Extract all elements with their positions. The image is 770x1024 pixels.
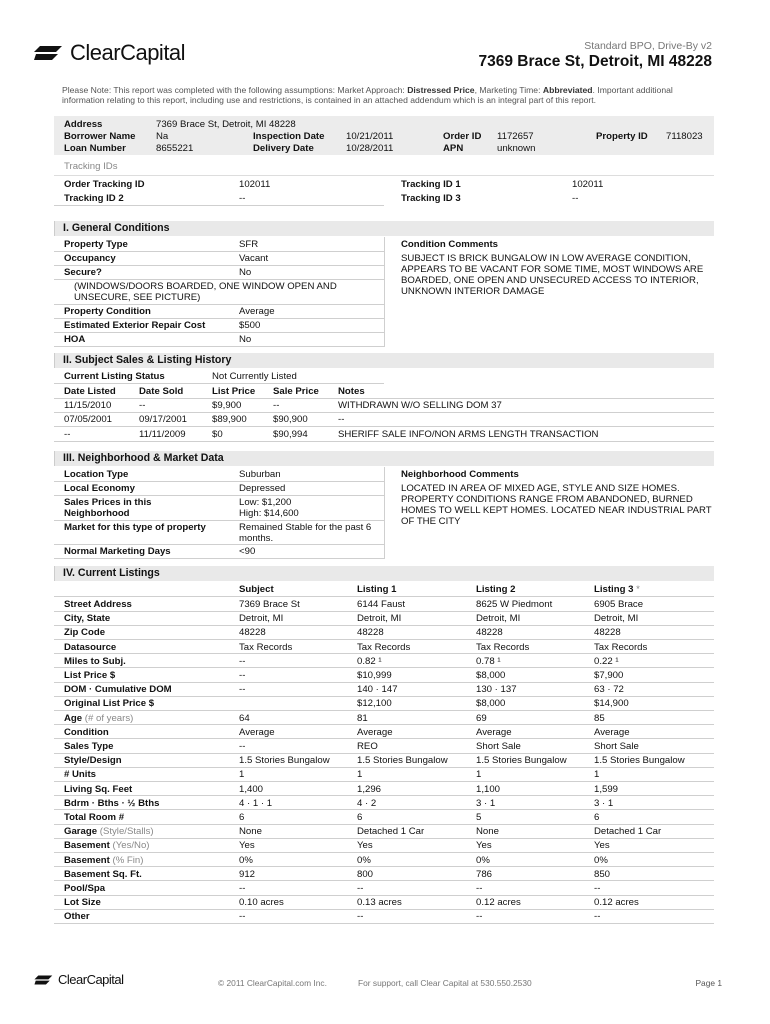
cell: 0.12 acres xyxy=(476,897,521,909)
cell: 1.5 Stories Bungalow xyxy=(594,755,685,767)
col-subject: Subject xyxy=(239,584,274,595)
tracking-1-value: 102011 xyxy=(572,179,604,190)
col-listing-2: Listing 2 xyxy=(476,584,516,595)
cell: Tax Records xyxy=(476,641,530,653)
row-label: # Units xyxy=(64,769,96,781)
row-label: Total Room # xyxy=(64,812,125,823)
cell: 1,100 xyxy=(476,783,501,795)
page-number: Page 1 xyxy=(695,978,722,988)
sales-prices-label: Sales Prices in this xyxy=(64,497,152,508)
delivery-label: Delivery Date xyxy=(253,143,314,154)
divider xyxy=(54,682,714,683)
property-type-label: Property Type xyxy=(64,239,128,250)
cell: 48228 xyxy=(357,627,384,639)
divider xyxy=(54,753,714,754)
divider xyxy=(54,866,714,867)
location-type-value: Suburban xyxy=(239,469,281,480)
row-label: Pool/Spa xyxy=(64,883,106,894)
divider xyxy=(54,544,384,545)
cell: Yes xyxy=(357,840,373,852)
cell: Average xyxy=(594,726,630,738)
market-value: Remained Stable for the past 6 months. xyxy=(239,522,372,544)
cell: Detroit, MI xyxy=(357,613,402,625)
marketing-days-value: <90 xyxy=(239,546,256,557)
row-label: Miles to Subj. xyxy=(64,655,126,667)
divider xyxy=(384,237,385,347)
row-label: Bdrm · Bths · ½ Bths xyxy=(64,797,160,809)
row-label: Basement (Yes/No) xyxy=(64,840,150,852)
divider xyxy=(54,738,714,739)
cell: 69 xyxy=(476,712,487,724)
row-label: List Price $ xyxy=(64,670,116,681)
cell: -- xyxy=(357,911,364,923)
divider xyxy=(54,346,384,347)
cell: 800 xyxy=(357,868,374,880)
cell: 0% xyxy=(239,854,253,866)
row-label: Original List Price $ xyxy=(64,698,155,710)
divider xyxy=(54,318,384,319)
listing-status-value: Not Currently Listed xyxy=(212,371,297,382)
section-general-conditions: I. General Conditions xyxy=(54,221,714,236)
cell: 1,296 xyxy=(357,783,382,795)
occupancy-label: Occupancy xyxy=(64,253,116,264)
divider xyxy=(54,696,714,697)
cell: 0% xyxy=(357,854,371,866)
cell: 64 xyxy=(239,712,250,724)
divider xyxy=(54,923,714,924)
tracking-title: Tracking IDs xyxy=(64,161,118,172)
row-label: Street Address xyxy=(64,599,132,610)
footer-logo xyxy=(34,972,124,987)
divider xyxy=(54,495,384,496)
section-current-listings: IV. Current Listings xyxy=(54,566,714,581)
cell: 6 xyxy=(357,812,363,823)
cell: 0.13 acres xyxy=(357,897,402,909)
divider xyxy=(54,398,714,399)
tracking-3-value: -- xyxy=(572,193,579,204)
cell: -- xyxy=(239,670,246,681)
hoa-value: No xyxy=(239,334,252,345)
divider xyxy=(384,467,385,559)
local-economy-value: Depressed xyxy=(239,483,286,494)
cell: 786 xyxy=(476,868,493,880)
divider xyxy=(54,809,714,810)
cell: None xyxy=(239,826,262,838)
divider xyxy=(54,426,714,427)
divider xyxy=(54,795,714,796)
cell: Yes xyxy=(476,840,492,852)
cell: REO xyxy=(357,741,378,752)
divider xyxy=(54,441,714,442)
cell: 48228 xyxy=(476,627,503,639)
divider xyxy=(54,667,714,668)
cell: Detached 1 Car xyxy=(357,826,425,838)
cell: 1 xyxy=(239,769,245,781)
neighborhood-comments-label: Neighborhood Comments xyxy=(401,469,519,480)
divider xyxy=(54,611,714,612)
tracking-2-value: -- xyxy=(239,193,246,204)
divider xyxy=(54,895,714,896)
market-label: Market for this type of property xyxy=(64,522,206,533)
row-label: Living Sq. Feet xyxy=(64,783,133,795)
delivery-value: 10/28/2011 xyxy=(346,143,394,154)
cell: 0% xyxy=(476,854,490,866)
divider xyxy=(54,781,714,782)
cell: -- xyxy=(357,883,364,894)
row-label: Garage (Style/Stalls) xyxy=(64,826,154,838)
cell: Detroit, MI xyxy=(476,613,521,625)
col-sale-price: Sale Price xyxy=(273,386,319,397)
cell: 1 xyxy=(357,769,363,781)
cell: Yes xyxy=(239,840,255,852)
divider xyxy=(54,625,714,626)
divider xyxy=(54,332,384,333)
listing-status-label: Current Listing Status xyxy=(64,371,165,382)
hoa-label: HOA xyxy=(64,334,86,345)
tracking-3-label: Tracking ID 3 xyxy=(401,193,461,204)
cell: $14,900 xyxy=(594,698,629,710)
borrower-value: Na xyxy=(156,131,169,142)
page-title: 7369 Brace St, Detroit, MI 48228 xyxy=(478,53,712,70)
property-condition-label: Property Condition xyxy=(64,306,151,317)
cell: 4 · 1 · 1 xyxy=(239,797,273,809)
divider xyxy=(54,653,714,654)
secure-label: Secure? xyxy=(64,267,102,278)
row-label: Zip Code xyxy=(64,627,106,639)
assumptions-note: Please Note: This report was completed with the following assumptions: Market Approach: Distressed Price, Marketing Time: Abbreviated. Important additional information relating to this report, including use and restrictions, is contained in an attached addendum which is an integral part of this report. xyxy=(62,85,673,106)
col-listing-1: Listing 1 xyxy=(357,584,397,595)
footer-brand: ClearCapital xyxy=(58,972,124,987)
section-neighborhood: III. Neighborhood & Market Data xyxy=(54,451,714,466)
order-tracking-value: 102011 xyxy=(239,179,271,190)
divider xyxy=(54,304,384,305)
cell: -- xyxy=(239,684,246,696)
cell: 130 · 137 xyxy=(476,684,517,696)
cell: 6144 Faust xyxy=(357,599,406,610)
order-id-value: 1172657 xyxy=(497,131,534,142)
cell: -- xyxy=(239,911,246,923)
row-label: Basement Sq. Ft. xyxy=(64,868,142,880)
divider xyxy=(54,279,384,280)
repair-cost-value: $500 xyxy=(239,320,261,331)
divider xyxy=(54,767,714,768)
sales-prices-label-2: Neighborhood xyxy=(64,508,130,519)
condition-comments: SUBJECT IS BRICK BUNGALOW IN LOW AVERAGE CONDITION, APPEARS TO BE VACANT FOR SOME TIME, MOST WINDOWS ARE BOARDED, ONE OPEN AND UNSECURED ACCESS TO INTERIOR, UNKNOWN INTERIOR DAMAGE xyxy=(401,253,704,297)
cell: Short Sale xyxy=(594,741,639,752)
row-label: DOM · Cumulative DOM xyxy=(64,684,172,696)
col-listing-3: Listing 3 * xyxy=(594,584,640,595)
cell: 1,400 xyxy=(239,783,264,795)
divider xyxy=(54,824,714,825)
address-value: 7369 Brace St, Detroit, MI 48228 xyxy=(156,119,296,130)
cell: 81 xyxy=(357,712,368,724)
inspection-value: 10/21/2011 xyxy=(346,131,394,142)
tracking-1-label: Tracking ID 1 xyxy=(401,179,461,190)
footer-copyright: © 2011 ClearCapital.com Inc. xyxy=(218,978,327,988)
cell: 4 · 2 xyxy=(357,797,377,809)
cell: 63 · 72 xyxy=(594,684,624,696)
row-label: Datasource xyxy=(64,641,117,653)
cell: Short Sale xyxy=(476,741,521,752)
cell: 0% xyxy=(594,854,608,866)
cell: 1,599 xyxy=(594,783,619,795)
row-label: Sales Type xyxy=(64,741,114,752)
sales-prices-low: Low: $1,200 xyxy=(239,497,292,508)
cell: Tax Records xyxy=(357,641,411,653)
cell: 140 · 147 xyxy=(357,684,398,696)
cell: Detroit, MI xyxy=(594,613,639,625)
cell: 1 xyxy=(476,769,482,781)
cell: Tax Records xyxy=(594,641,648,653)
cell: 3 · 1 xyxy=(476,797,496,809)
cell: 1.5 Stories Bungalow xyxy=(239,755,330,767)
clearcapital-logo xyxy=(34,40,185,66)
condition-comments-label: Condition Comments xyxy=(401,239,498,250)
col-date-listed: Date Listed xyxy=(64,386,116,397)
clearcapital-logo-icon xyxy=(34,42,64,64)
doc-type: Standard BPO, Drive-By v2 xyxy=(584,40,712,52)
row-label: Other xyxy=(64,911,90,923)
cell: $8,000 xyxy=(476,698,506,710)
cell: Average xyxy=(476,726,512,738)
clearcapital-logo-icon xyxy=(34,973,54,987)
divider xyxy=(54,251,384,252)
divider xyxy=(54,520,384,521)
order-id-label: Order ID xyxy=(443,131,482,142)
cell: 1 xyxy=(594,769,600,781)
tracking-2-label: Tracking ID 2 xyxy=(64,193,124,204)
divider xyxy=(54,383,384,384)
cell: Detached 1 Car xyxy=(594,826,662,838)
cell: -- xyxy=(239,655,246,667)
location-type-label: Location Type xyxy=(64,469,129,480)
cell: -- xyxy=(476,883,483,894)
divider xyxy=(54,639,714,640)
secure-note: (WINDOWS/DOORS BOARDED, ONE WINDOW OPEN AND UNSECURE, SEE PICTURE) xyxy=(74,281,337,303)
cell: -- xyxy=(239,741,246,752)
row-label: Condition xyxy=(64,726,109,738)
divider xyxy=(54,265,384,266)
row-label: Style/Design xyxy=(64,755,122,767)
order-tracking-label: Order Tracking ID xyxy=(64,179,145,190)
row-label: Basement (% Fin) xyxy=(64,854,144,866)
row-label: Lot Size xyxy=(64,897,101,909)
property-id-value: 7118023 xyxy=(666,131,703,142)
cell: 6 xyxy=(239,812,245,823)
cell: 0.22 ¹ xyxy=(594,655,619,667)
local-economy-label: Local Economy xyxy=(64,483,135,494)
section-sales-history: II. Subject Sales & Listing History xyxy=(54,353,714,368)
occupancy-value: Vacant xyxy=(239,253,269,264)
property-id-label: Property ID xyxy=(596,131,648,142)
col-date-sold: Date Sold xyxy=(139,386,184,397)
divider xyxy=(54,838,714,839)
divider xyxy=(54,724,714,725)
cell: 6 xyxy=(594,812,600,823)
cell: 7369 Brace St xyxy=(239,599,300,610)
loan-value: 8655221 xyxy=(156,143,194,154)
cell: -- xyxy=(239,883,246,894)
cell: 0.78 ¹ xyxy=(476,655,501,667)
cell: 1.5 Stories Bungalow xyxy=(476,755,567,767)
divider xyxy=(54,710,714,711)
cell: 1.5 Stories Bungalow xyxy=(357,755,448,767)
cell: 850 xyxy=(594,868,611,880)
divider xyxy=(54,880,714,881)
row-label: City, State xyxy=(64,613,111,625)
cell: 85 xyxy=(594,712,605,724)
cell: $12,100 xyxy=(357,698,392,710)
inspection-label: Inspection Date xyxy=(253,131,325,142)
cell: Yes xyxy=(594,840,610,852)
borrower-label: Borrower Name xyxy=(64,131,136,142)
cell: 0.10 acres xyxy=(239,897,284,909)
cell: $7,900 xyxy=(594,670,624,681)
cell: Tax Records xyxy=(239,641,293,653)
cell: Detroit, MI xyxy=(239,613,284,625)
cell: 0.12 acres xyxy=(594,897,639,909)
loan-label: Loan Number xyxy=(64,143,126,154)
cell: 48228 xyxy=(594,627,621,639)
cell: Average xyxy=(357,726,393,738)
property-type-value: SFR xyxy=(239,239,259,250)
row-label: Age (# of years) xyxy=(64,712,134,724)
cell: -- xyxy=(594,883,601,894)
divider xyxy=(54,412,714,413)
divider xyxy=(54,558,384,559)
cell: None xyxy=(476,826,499,838)
cell: -- xyxy=(476,911,483,923)
footer-support: For support, call Clear Capital at 530.550.2530 xyxy=(358,978,532,988)
divider xyxy=(54,481,384,482)
divider xyxy=(54,852,714,853)
apn-label: APN xyxy=(443,143,464,154)
divider xyxy=(54,175,714,176)
cell: Average xyxy=(239,726,275,738)
cell: 912 xyxy=(239,868,256,880)
col-notes: Notes xyxy=(338,386,365,397)
cell: 8625 W Piedmont xyxy=(476,599,553,610)
cell: 3 · 1 xyxy=(594,797,614,809)
marketing-days-label: Normal Marketing Days xyxy=(64,546,171,557)
repair-cost-label: Estimated Exterior Repair Cost xyxy=(64,320,206,331)
cell: 5 xyxy=(476,812,482,823)
col-list-price: List Price xyxy=(212,386,256,397)
secure-value: No xyxy=(239,267,252,278)
divider xyxy=(54,205,384,206)
neighborhood-comments: LOCATED IN AREA OF MIXED AGE, STYLE AND SIZE HOMES. PROPERTY CONDITIONS RANGE FROM ABANDONED, BURNED HOMES TO WELL KEPT HOMES. LOCATED NEAR INDUSTRIAL PART OF THE CITY xyxy=(401,483,712,527)
cell: 48228 xyxy=(239,627,266,639)
apn-value: unknown xyxy=(497,143,536,154)
brand-name: ClearCapital xyxy=(70,40,186,65)
divider xyxy=(54,909,714,910)
cell: 0.82 ¹ xyxy=(357,655,382,667)
cell: 6905 Brace xyxy=(594,599,644,610)
cell: -- xyxy=(594,911,601,923)
sales-prices-high: High: $14,600 xyxy=(239,508,299,519)
address-label: Address xyxy=(64,119,103,130)
property-condition-value: Average xyxy=(239,306,275,317)
cell: $8,000 xyxy=(476,670,506,681)
divider xyxy=(54,596,714,597)
cell: $10,999 xyxy=(357,670,392,681)
